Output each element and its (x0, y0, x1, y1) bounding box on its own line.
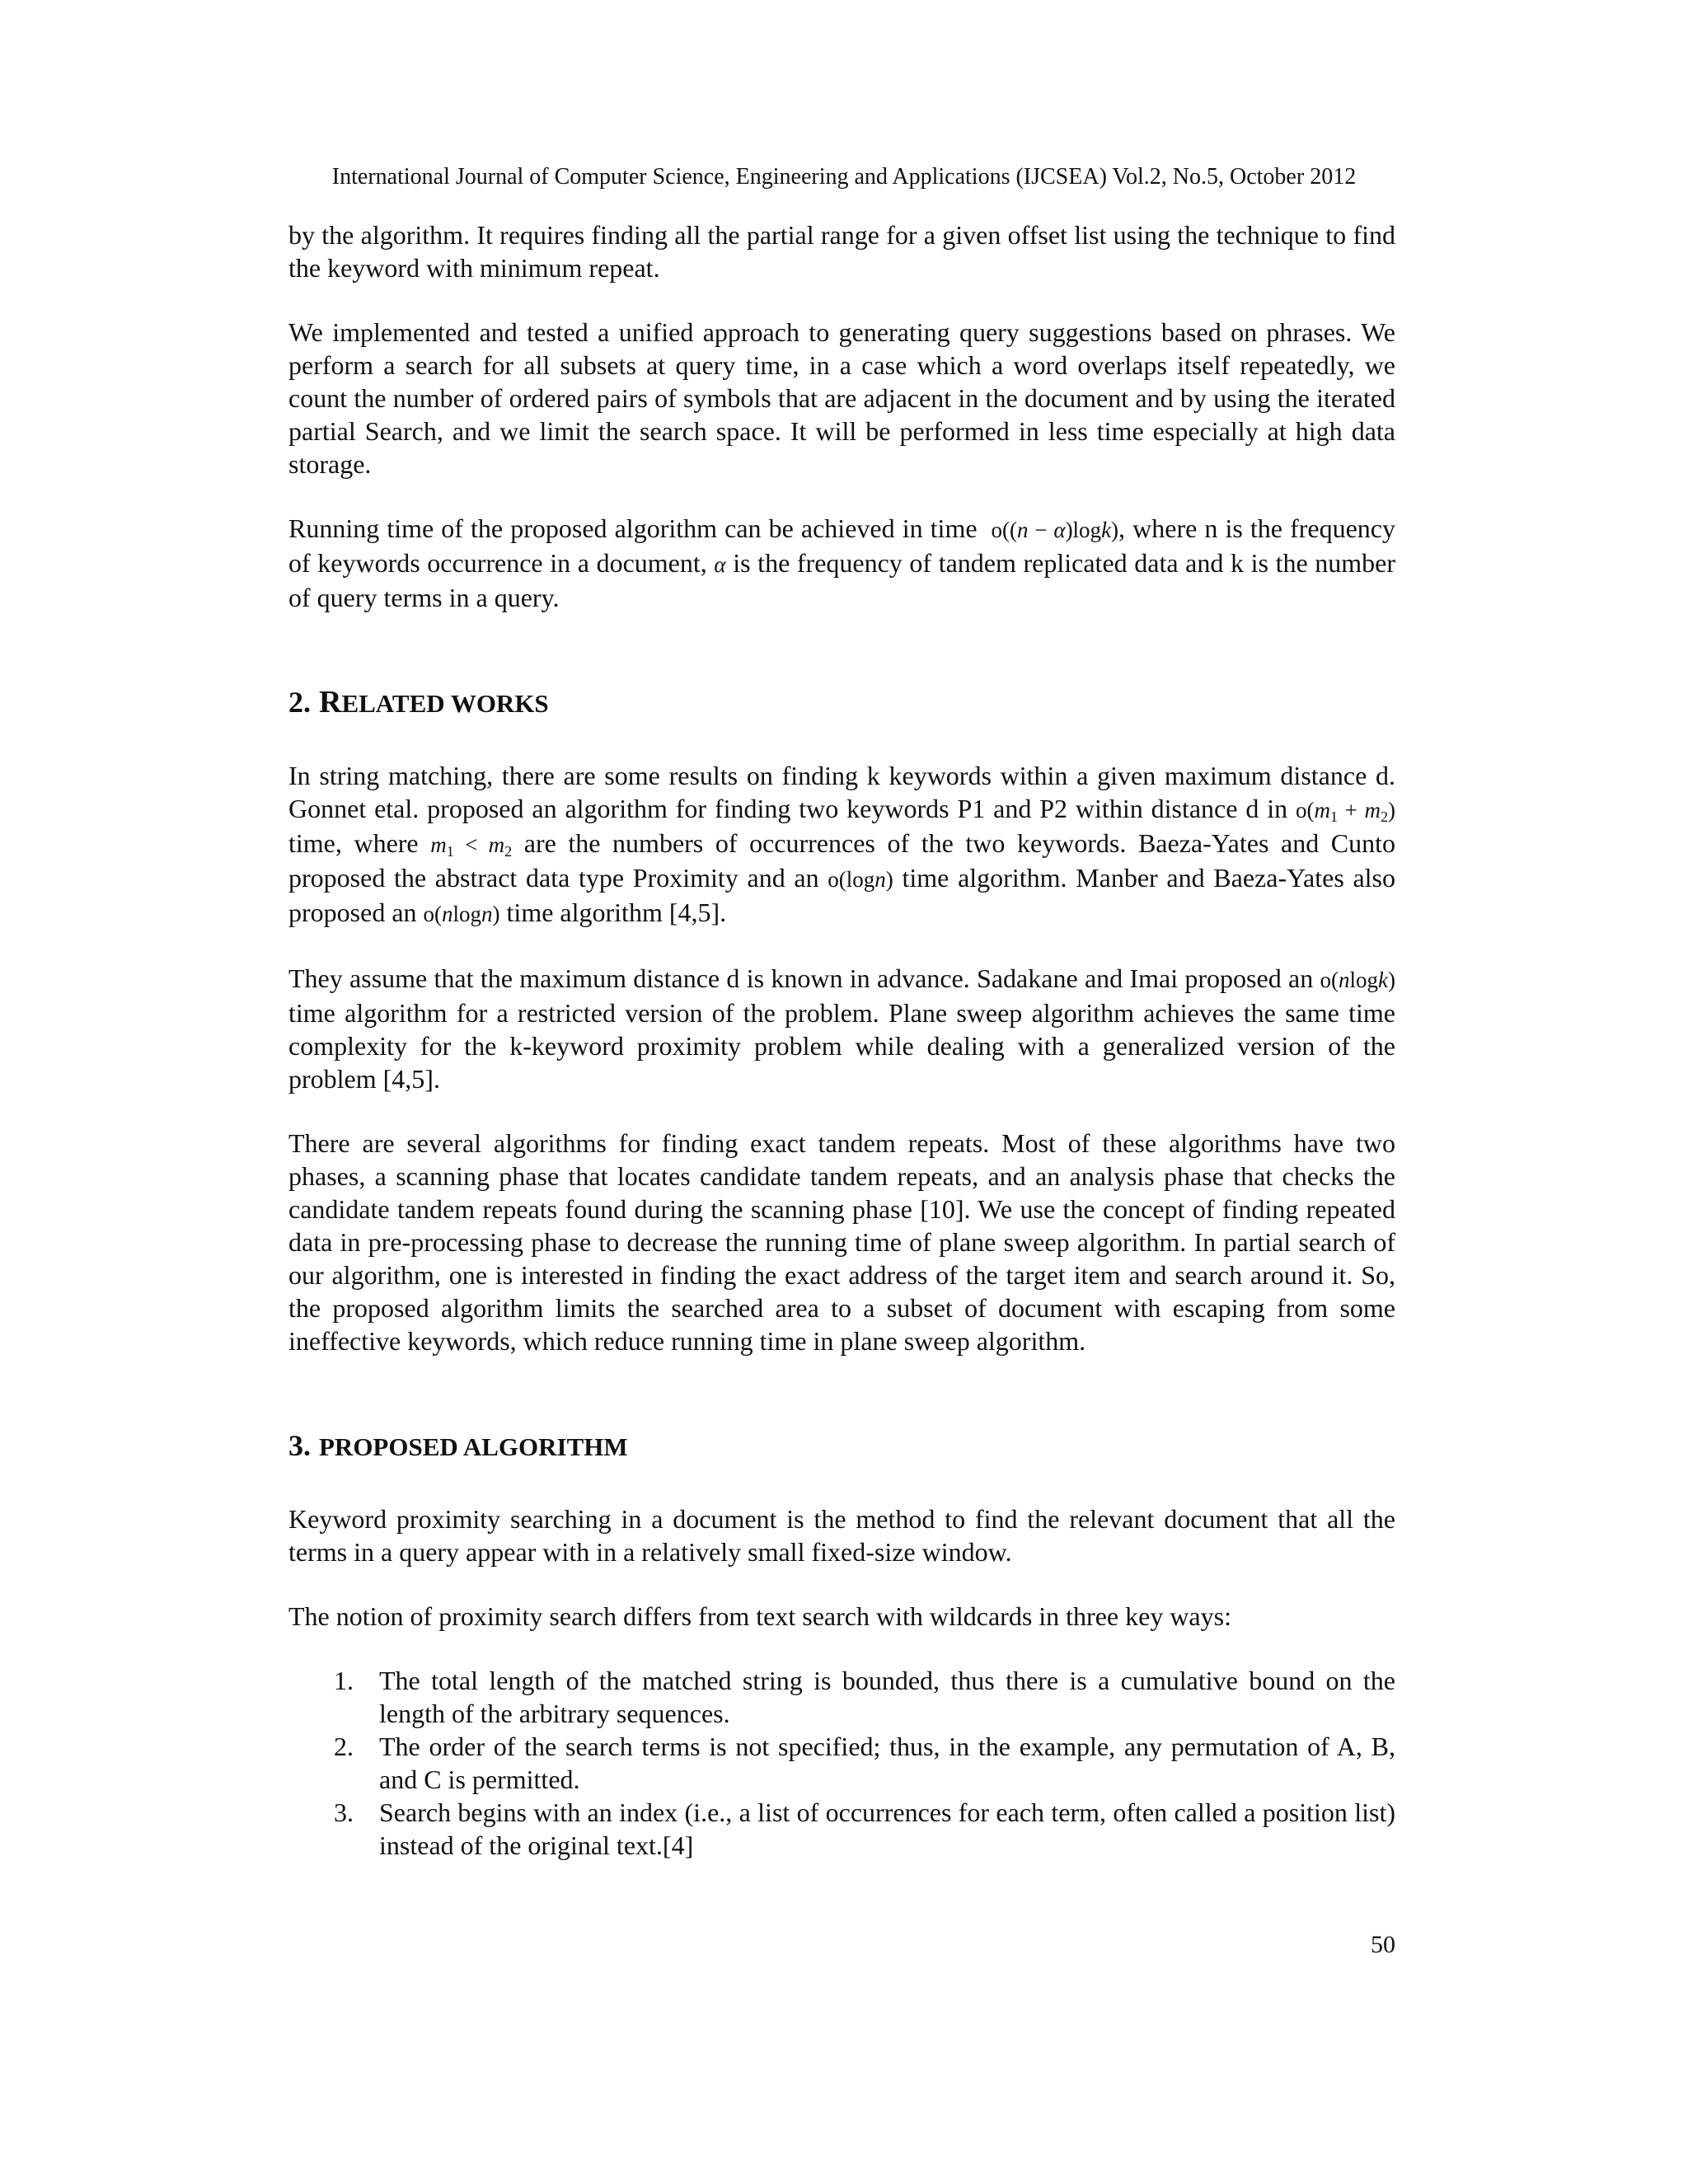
proximity-differences-list (288, 1664, 1395, 1862)
list-item-number: 2. (334, 1732, 354, 1761)
journal-header: International Journal of Computer Science, Engineering and Applications (IJCSEA) Vol.2, No.5, October 2012 (331, 164, 1357, 190)
formula-m1-less-m2: $m_1 < m_2$ (430, 832, 513, 860)
formula-o-n-log-n: o(nlogn) (423, 902, 500, 926)
s2-p1-text-d: time algorithm. Manber and Baeza-Yates also proposed an (288, 863, 1396, 927)
page-number: 50 (1371, 1931, 1395, 1958)
s2-p2-text-b: time algorithm for a restricted version of the problem. Plane sweep algorithm achieves the same time complexity for the k-keyword proximity problem while dealing with a generalized version of the problem [4,5]. (288, 998, 1395, 1094)
section-2-title-rest: ELATED WORKS (341, 689, 549, 718)
formula-running-time: o((n − α)logk) (984, 518, 1119, 542)
section-3-title: PROPOSED ALGORITHM (319, 1432, 628, 1461)
s2-p1-text-e: time algorithm [4,5]. (506, 898, 727, 927)
list-item-text: The total length of the matched string is bounded, thus there is a cumulative bound on the length of the arbitrary sequences. (379, 1666, 1395, 1728)
intro-paragraph-1: by the algorithm. It requires finding all the partial range for a given offset list using the technique to find the keyword with minimum repeat. (288, 220, 1395, 283)
formula-o-log-n: o(logn) (828, 867, 893, 892)
intro-p3-text-b: , where n is the frequency of keywords occurrence in a document, (288, 513, 1396, 578)
s2-p1-text-b: time, where (288, 828, 419, 858)
list-item-number: 1. (334, 1666, 354, 1695)
s2-p2-text-a: They assume that the maximum distance d is known in advance. Sadakane and Imai proposed an (288, 963, 1314, 993)
section-3-paragraph-1: Keyword proximity searching in a document is the method to find the relevant document that all the terms in a query appear with in a relatively small fixed-size window. (288, 1504, 1395, 1567)
list-item (288, 1796, 1395, 1862)
intro-p3-text-c: is the frequency of tandem replicated data and k is the number of query terms in a query. (288, 548, 1396, 612)
list-item (288, 1730, 1395, 1796)
section-2-title-initial: R (319, 685, 342, 719)
section-2-paragraph-3: There are several algorithms for finding exact tandem repeats. Most of these algorithms have two phases, a scanning phase that locates candidate tandem repeats, and an analysis phase that checks the candidate tandem repeats found during the scanning phase [10]. We use the concept of finding repeated data in pre-processing phase to decrease the running time of plane sweep algorithm. In partial search of our algorithm, one is interested in finding the exact address of the target item and search around it. So, the proposed algorithm limits the searched area to a subset of document with escaping from some ineffective keywords, which reduce running time in plane sweep algorithm. (288, 1128, 1395, 1356)
formula-alpha: α (714, 552, 726, 577)
intro-p3-text-a: Running time of the proposed algorithm can be achieved in time (288, 513, 978, 543)
section-3-number: 3. (288, 1429, 311, 1462)
s2-p1-text-a: In string matching, there are some results on finding k keywords within a given maximum distance d. Gonnet etal. proposed an algorithm for finding two keywords P1 and P2 within distance d in (288, 761, 1395, 823)
s2-p1-text-c: are the numbers of occurrences of the two keywords. Baeza-Yates and Cunto proposed the abstract data type Proximity and an (288, 828, 1396, 893)
formula-o-n-log-k: o(nlogk) (1320, 968, 1396, 992)
list-item-text: The order of the search terms is not specified; thus, in the example, any permutation of A, B, and C is permitted. (379, 1732, 1395, 1794)
section-2-paragraph-2 (288, 962, 1395, 1095)
intro-paragraph-3 (288, 512, 1395, 614)
section-2-heading (288, 684, 1395, 722)
list-item-number: 3. (334, 1797, 354, 1827)
section-3-heading (288, 1427, 1395, 1465)
page-content (288, 218, 1395, 1862)
section-2-paragraph-1 (288, 759, 1395, 930)
list-item-text: Search begins with an index (i.e., a list of occurrences for each term, often called a position list) instead of the original text.[4] (379, 1797, 1395, 1860)
section-2-number: 2. (288, 686, 311, 719)
section-3-paragraph-2: The notion of proximity search differs from text search with wildcards in three key ways: (288, 1601, 1231, 1631)
intro-paragraph-2: We implemented and tested a unified approach to generating query suggestions based on phrases. We perform a search for all subsets at query time, in a case which a word overlaps itself repeatedly, we count the number of ordered pairs of symbols that are adjacent in the document and by using the iterated partial Search, and we limit the search space. It will be performed in less time especially at high data storage. (288, 317, 1395, 479)
list-item (288, 1664, 1395, 1730)
formula-m1-plus-m2: $o(m_1 + m_2)$ (1296, 798, 1395, 825)
